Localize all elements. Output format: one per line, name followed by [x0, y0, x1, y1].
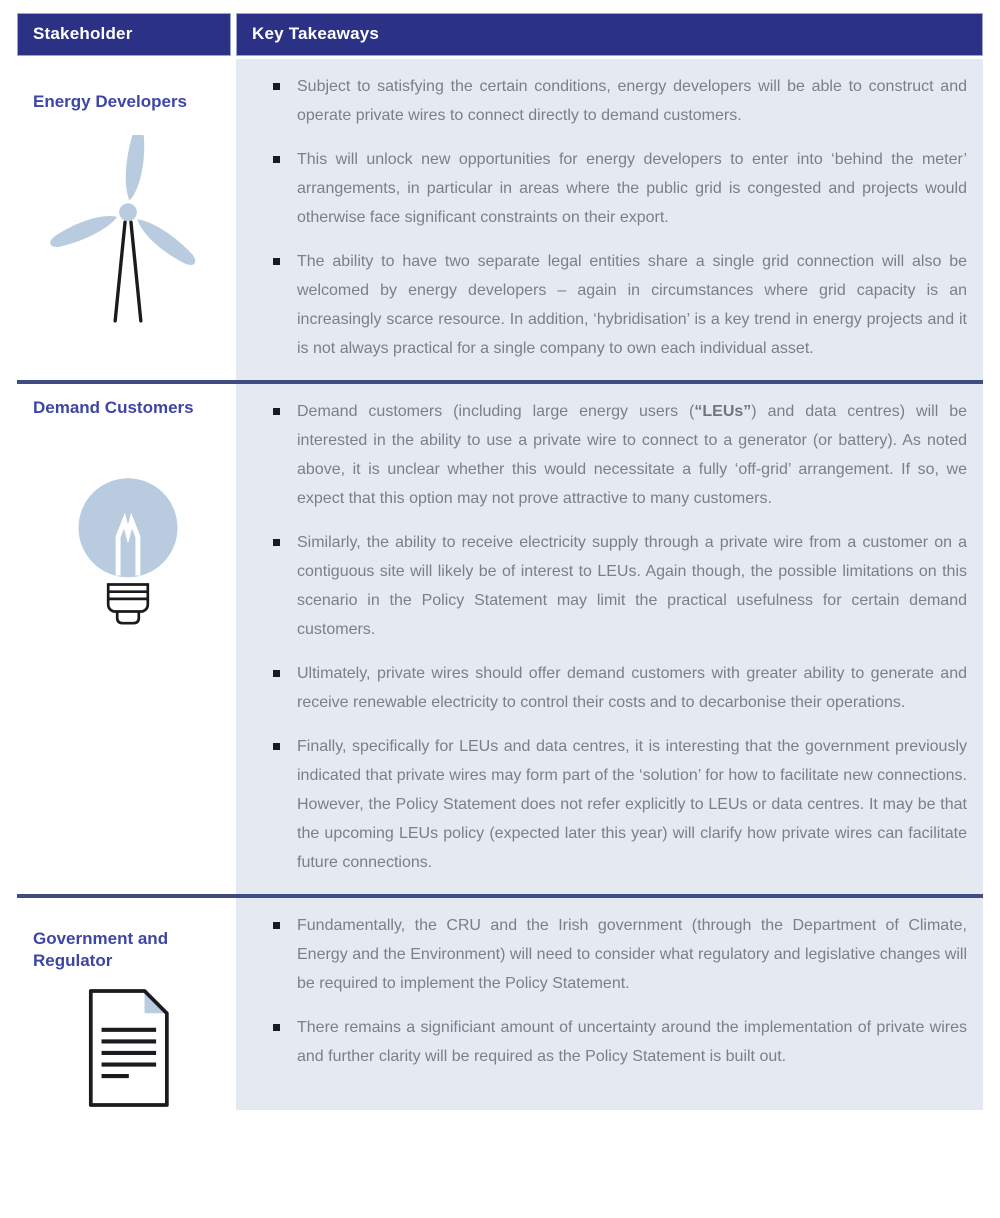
takeaway-item	[236, 528, 967, 644]
stakeholder-label: Energy Developers	[33, 92, 188, 111]
takeaway-text: This will unlock new opportunities for energy developers to enter into ‘behind the meter’ arrangements, in particular in areas where the public grid is congested and projects would otherwise face significant constraints on their export.	[297, 151, 967, 226]
stakeholder-cell	[17, 59, 231, 380]
takeaway-text: Fundamentally, the CRU and the Irish government (through the Department of Climate, Energy and the Environment) will need to consider what regulatory and legislative changes will be required to implement the Policy Statement.	[297, 917, 967, 992]
bullet-square-icon	[273, 743, 280, 750]
takeaways-cell	[236, 898, 983, 1110]
takeaway-item	[236, 911, 967, 998]
stakeholder-icon-holder	[33, 986, 223, 1110]
bullet-square-icon	[273, 408, 280, 415]
takeaway-text: There remains a significiant amount of uncertainty around the implementation of private wires and further clarity will be required as the Policy Statement is built out.	[297, 1019, 967, 1065]
takeaway-item	[236, 1013, 967, 1071]
takeaways-cell	[236, 59, 983, 380]
takeaway-item	[236, 145, 967, 232]
table-row	[17, 59, 983, 380]
takeaway-text: Ultimately, private wires should offer demand customers with greater ability to generate and receive renewable electricity to control their costs and to decarbonise their operations.	[297, 665, 967, 711]
column-header-key-takeaways: Key Takeaways	[236, 13, 983, 56]
table-row	[17, 380, 983, 894]
stakeholder-cell	[17, 898, 231, 1110]
takeaway-item	[236, 247, 967, 363]
takeaways-list	[236, 72, 967, 363]
takeaway-text: Finally, specifically for LEUs and data centres, it is interesting that the government previously indicated that private wires may form part of the ‘solution’ for how to facilitate new connections. However, the Policy Statement does not refer explicitly to LEUs or data centres. It may be that the upcoming LEUs policy (expected later this year) will clarify how private wires can facilitate future connections.	[297, 738, 967, 871]
bullet-square-icon	[273, 670, 280, 677]
stakeholder-takeaways-table	[17, 13, 983, 1110]
takeaway-text: Subject to satisfying the certain conditions, energy developers will be able to construct and operate private wires to connect directly to demand customers.	[297, 78, 967, 124]
takeaway-text: Similarly, the ability to receive electricity supply through a private wire from a customer on a contiguous site will likely be of interest to LEUs. Again though, the possible limitations on this scenario in the Policy Statement may limit the practical usefulness for certain demand customers.	[297, 534, 967, 638]
bullet-square-icon	[273, 539, 280, 546]
bullet-square-icon	[273, 258, 280, 265]
takeaway-item	[236, 397, 967, 513]
takeaway-item	[236, 72, 967, 130]
bullet-square-icon	[273, 1024, 280, 1031]
document-icon	[74, 986, 182, 1110]
bullet-square-icon	[273, 922, 280, 929]
takeaway-text: The ability to have two separate legal entities share a single grid connection will also be welcomed by energy developers – again in circumstances where grid capacity is an increasingly scarce resource. In addition, ‘hybridisation’ is a key trend in energy projects and it is not always practical for a single company to own each individual asset.	[297, 253, 967, 357]
wind-turbine-icon	[49, 135, 207, 331]
takeaway-item	[236, 659, 967, 717]
takeaways-cell	[236, 384, 983, 894]
takeaways-list	[236, 397, 967, 877]
bullet-square-icon	[273, 156, 280, 163]
stakeholder-cell	[17, 384, 231, 894]
takeaways-list	[236, 911, 967, 1071]
stakeholder-icon-holder	[33, 135, 223, 331]
column-header-stakeholder: Stakeholder	[17, 13, 231, 56]
table-row	[17, 894, 983, 1110]
table-body	[17, 59, 983, 1110]
bullet-square-icon	[273, 83, 280, 90]
table-header-row	[17, 13, 983, 56]
stakeholder-icon-holder	[33, 467, 223, 639]
stakeholder-label: Demand Customers	[33, 398, 194, 417]
takeaway-text: Demand customers (including large energy users (“LEUs”) and data centres) will be interested in the ability to use a private wire to connect to a generator (or battery). As noted above, it is unclear whether this would necessitate a fully ‘off-grid’ arrangement. If so, we expect that this option may not prove attractive to many customers.	[297, 403, 967, 507]
takeaway-item	[236, 732, 967, 877]
stakeholder-label: Government and Regulator	[33, 929, 169, 971]
light-bulb-icon	[65, 467, 191, 639]
